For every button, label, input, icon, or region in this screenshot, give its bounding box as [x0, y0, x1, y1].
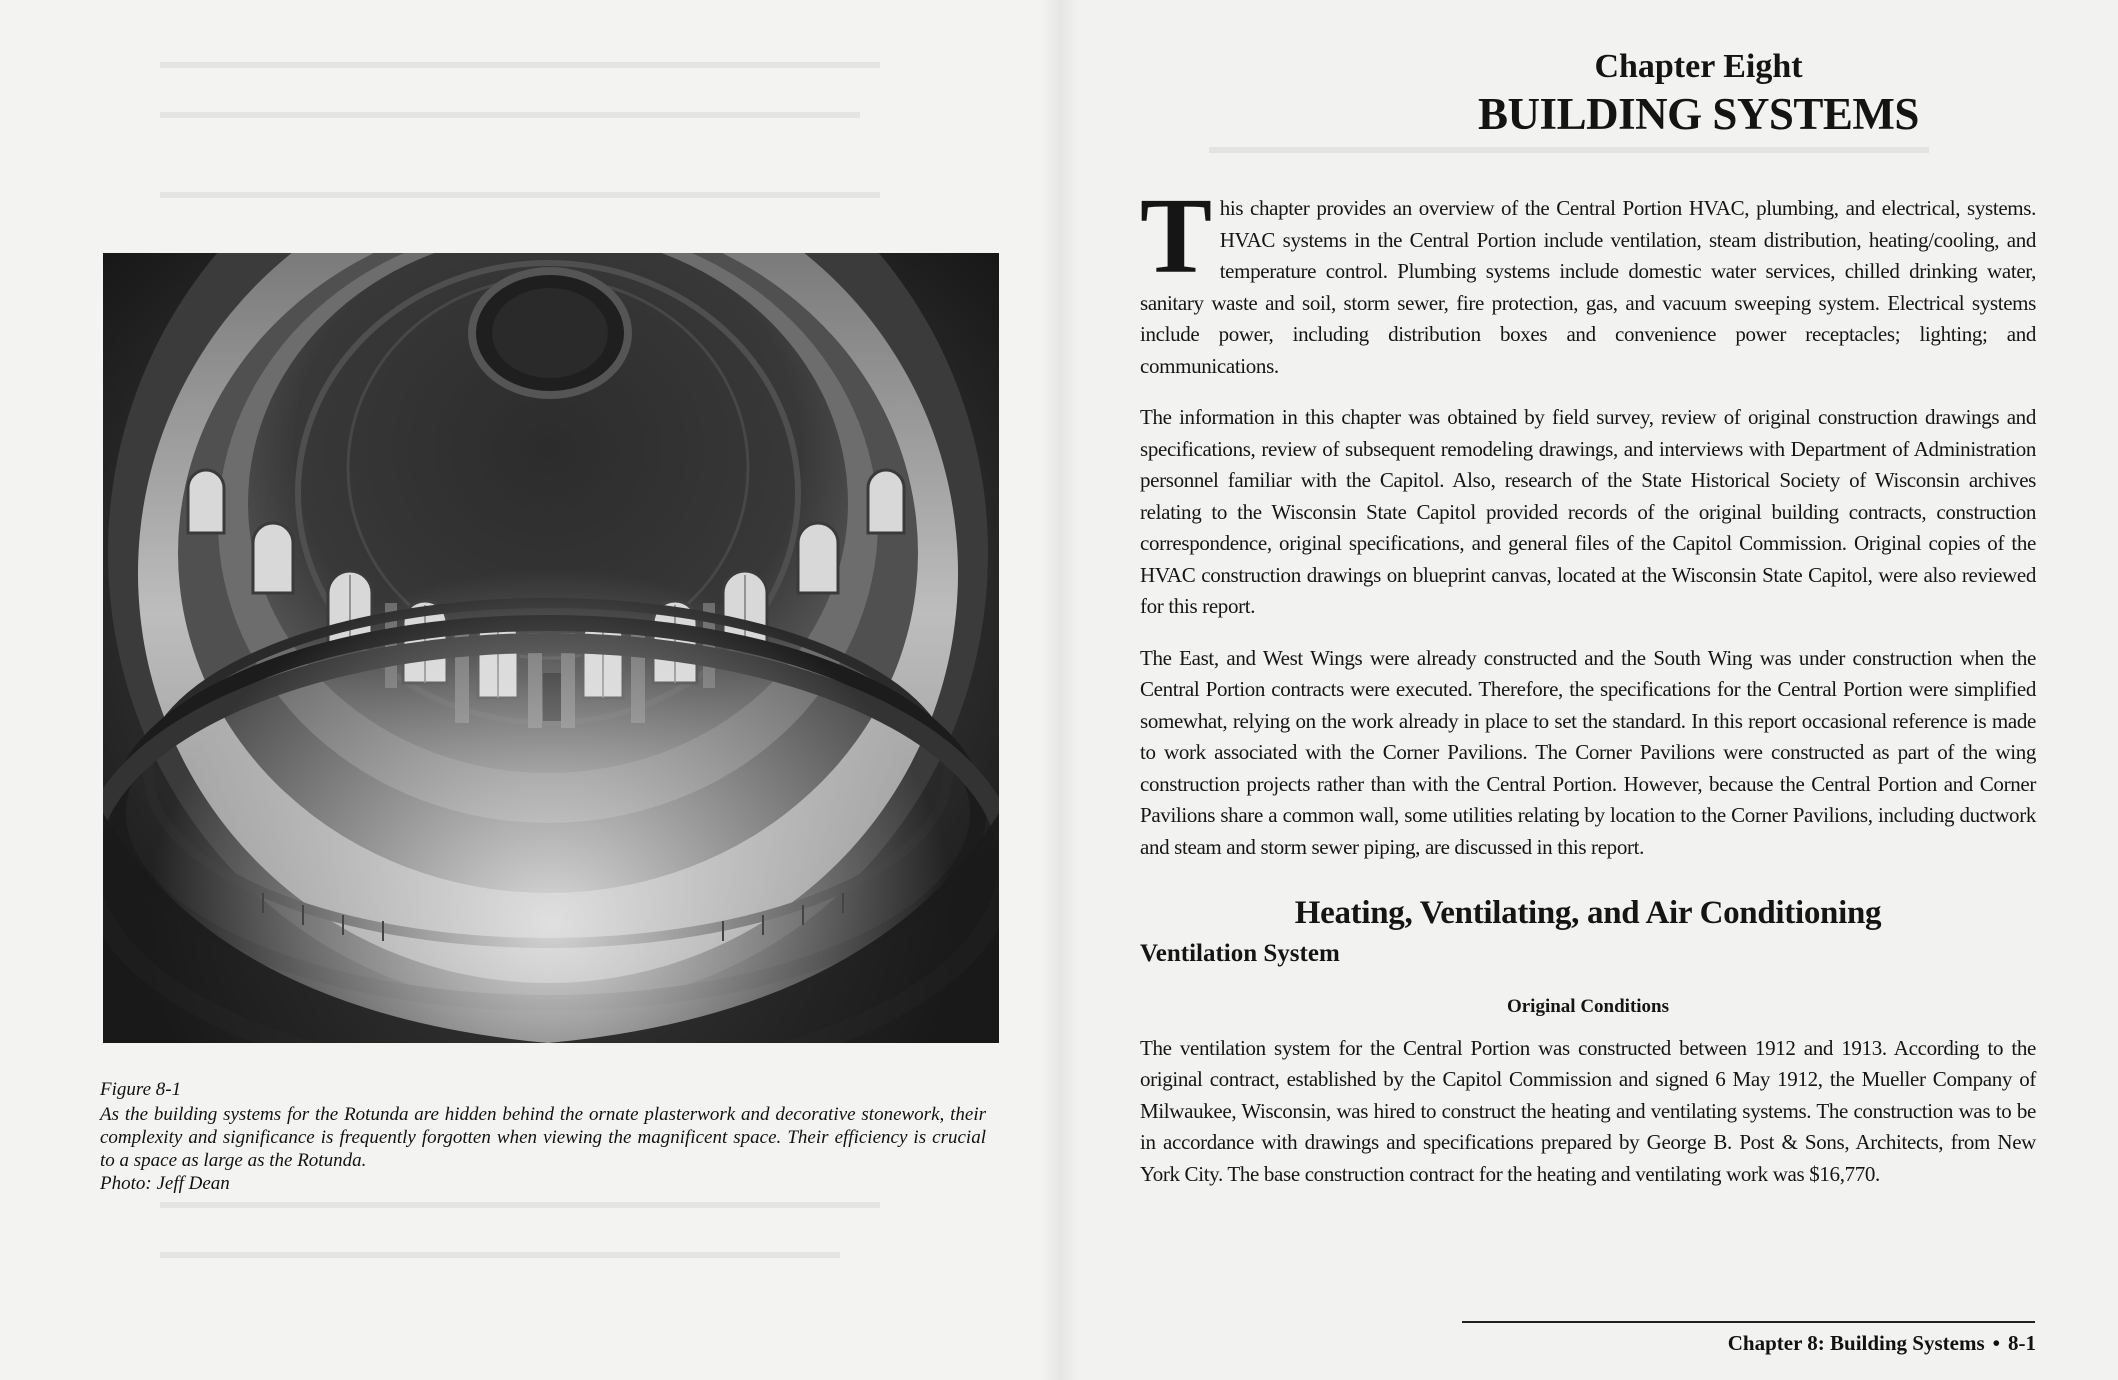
bleed-through-text: ▬▬▬▬▬▬▬▬▬▬▬▬▬▬▬▬▬▬▬▬▬▬▬▬▬▬▬▬▬▬▬▬▬▬▬▬ — [160, 181, 880, 203]
chapter-label: Chapter Eight — [1594, 48, 1803, 85]
page-number: 8-1 — [2008, 1331, 2036, 1355]
subsubsection-heading: Original Conditions — [1506, 996, 1670, 1017]
rotunda-dome-photo — [103, 253, 999, 1043]
paragraph-sources: The information in this chapter was obtained by field survey, review of original construction drawings and specifications, review of subsequent remodeling drawings, and interviews with Department of Administration personnel familiar with the Capitol. Also, research of the State Historical Society of Wisconsin archives relating to the Wisconsin State Capitol provided records of the original building contracts, construction correspondence, original specifications, and general files of the Capitol Commission. Original copies of the HVAC construction drawings on blueprint canvas, located at the Wisconsin State Capitol, were also reviewed for this report. — [1140, 405, 2036, 618]
bleed-through-text: ▬▬▬▬▬▬▬▬▬▬▬▬▬▬▬▬▬▬▬▬▬▬▬▬▬▬▬▬▬▬▬▬▬▬▬ — [160, 101, 860, 123]
photo-credit: Photo: Jeff Dean — [100, 1173, 230, 1194]
chapter-title: BUILDING SYSTEMS — [1478, 89, 1919, 139]
figure-caption — [100, 1078, 986, 1195]
footer-rule — [1462, 1321, 2035, 1323]
bleed-through-text: ▬▬▬▬▬▬▬▬▬▬▬▬▬▬▬▬▬▬▬▬▬▬▬▬▬▬▬▬▬▬▬▬▬▬▬▬ — [160, 51, 880, 73]
figure-label: Figure 8-1 — [100, 1079, 182, 1100]
section-heading: Heating, Ventilating, and Air Conditioning — [1294, 895, 1882, 931]
page-footer — [1728, 1331, 2036, 1356]
bleed-through-text: ▬▬▬▬▬▬▬▬▬▬▬▬▬▬▬▬▬▬▬▬▬▬▬▬▬▬▬▬▬▬▬▬▬▬▬▬ — [160, 1191, 880, 1213]
bleed-through-text: ▬▬▬▬▬▬▬▬▬▬▬▬▬▬▬▬▬▬▬▬▬▬▬▬▬▬▬▬▬▬▬▬▬▬▬▬ — [1209, 136, 1929, 158]
footer-chapter: Chapter 8: Building Systems — [1727, 1331, 1985, 1355]
footer-separator: • — [1992, 1331, 2000, 1355]
figure-description: As the building systems for the Rotunda are hidden behind the ornate plasterwork and decorative stonework, their complexity and significance is frequently forgotten when viewing the magnificent space. Their efficiency is crucial to a space as large as the Rotunda. — [100, 1104, 986, 1171]
intro-paragraph — [1140, 177, 2036, 382]
subsection-heading: Ventilation System — [1140, 940, 1340, 967]
page-gutter — [1040, 0, 1080, 1380]
drop-cap: T — [1140, 177, 1212, 296]
paragraph-wings: The East, and West Wings were already constructed and the South Wing was under construction when the Central Portion contracts were executed. Therefore, the specifications for the Central Portion were simplified somewhat, relying on the work already in place to set the standard. In this report occasional reference is made to work associated with the Corner Pavilions. The Corner Pavilions were constructed as part of the wing construction projects rather than with the Central Portion. However, because the Central Portion and Corner Pavilions share a common wall, some utilities relating by location to the Corner Pavilions, including ductwork and steam and storm sewer piping, are discussed in this report. — [1140, 645, 2036, 859]
intro-text: his chapter provides an overview of the Central Portion HVAC, plumbing, and electrical, systems. HVAC systems in the Central Portion include ventilation, steam distribution, heating/cooling, and temperature control. Plumbing systems include domestic water services, chilled drinking water, sanitary waste and soil, storm sewer, fire protection, gas, and vacuum sweeping system. Electrical systems include power, including distribution boxes and convenience power receptacles; lighting; and communications. — [1140, 196, 2036, 378]
paragraph-original-conditions: The ventilation system for the Central Portion was constructed between 1912 and 1913. According to the original contract, established by the Capitol Commission and signed 6 May 1912, the Mueller Company of Milwaukee, Wisconsin, was hired to construct the heating and ventilating systems. The construction was to be in accordance with drawings and specifications prepared by George B. Post & Sons, Architects, from New York City. The base construction contract for the heating and ventilating work was $16,770. — [1140, 1035, 2036, 1186]
bleed-through-text: ▬▬▬▬▬▬▬▬▬▬▬▬▬▬▬▬▬▬▬▬▬▬▬▬▬▬▬▬▬▬▬▬▬▬ — [160, 1241, 840, 1263]
chapter-body — [1140, 177, 2036, 1210]
